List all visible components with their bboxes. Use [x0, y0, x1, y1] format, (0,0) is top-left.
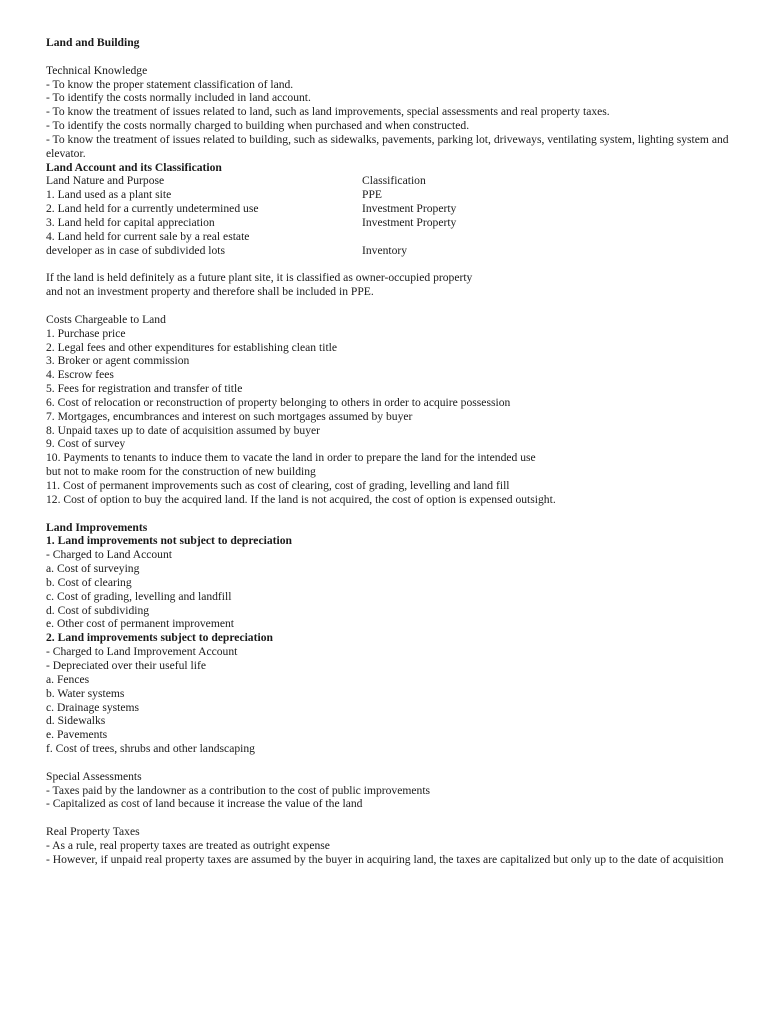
list-item: 1. Purchase price: [46, 326, 126, 340]
document-page: [46, 36, 736, 867]
list-item: - As a rule, real property taxes are treated as outright expense: [46, 838, 330, 852]
table-cell-purpose: 2. Land held for a currently undetermined use: [46, 202, 259, 216]
technical-knowledge-section: [46, 64, 736, 161]
list-item: e. Other cost of permanent improvement: [46, 617, 235, 631]
list-item: e. Pavements: [46, 728, 108, 742]
list-item: c. Drainage systems: [46, 700, 140, 714]
list-item: - However, if unpaid real property taxes are assumed by the buyer in acquiring land, the taxes are capitalized but only up to the date of acquisition: [46, 852, 724, 866]
spacer: [46, 756, 736, 770]
spacer: [46, 811, 736, 825]
special-assessments-section: [46, 770, 736, 812]
spacer: [46, 299, 736, 313]
list-item: - To know the treatment of issues related to building, such as sidewalks, pavements, parking lot, driveways, ventilating system, lighting system and elevator.: [46, 132, 729, 160]
list-item: 10. Payments to tenants to induce them to vacate the land in order to prepare the land for the intended use: [46, 451, 536, 465]
list-item: 8. Unpaid taxes up to date of acquisition assumed by buyer: [46, 423, 321, 437]
list-item: 5. Fees for registration and transfer of title: [46, 382, 243, 396]
list-item: - Depreciated over their useful life: [46, 658, 206, 672]
list-item: b. Water systems: [46, 686, 125, 700]
table-cell-classification: Inventory: [362, 243, 408, 257]
subsection-heading: 2. Land improvements subject to depreciation: [46, 631, 273, 645]
subsection-heading: 1. Land improvements not subject to depreciation: [46, 534, 292, 548]
list-item: 2. Legal fees and other expenditures for establishing clean title: [46, 340, 338, 354]
table-cell-classification: Investment Property: [362, 202, 457, 216]
list-item: 9. Cost of survey: [46, 437, 126, 451]
list-item: d. Cost of subdividing: [46, 603, 150, 617]
section-heading: Real Property Taxes: [46, 825, 140, 839]
list-item: 4. Escrow fees: [46, 368, 114, 382]
table-cell-purpose: developer as in case of subdivided lots: [46, 243, 226, 257]
list-item: b. Cost of clearing: [46, 575, 132, 589]
list-item: f. Cost of trees, shrubs and other landscaping: [46, 742, 255, 756]
column-header: Classification: [362, 174, 426, 188]
section-heading: Special Assessments: [46, 769, 142, 783]
list-item: - To know the treatment of issues related to land, such as land improvements, special assessments and real property taxes.: [46, 105, 610, 119]
table-cell-classification: PPE: [362, 188, 382, 202]
list-item: d. Sidewalks: [46, 714, 106, 728]
list-item: a. Fences: [46, 672, 90, 686]
paragraph-line: If the land is held definitely as a future plant site, it is classified as owner-occupied property: [46, 271, 473, 285]
list-item: - To identify the costs normally charged to building when purchased and when constructed.: [46, 119, 470, 133]
list-item: 6. Cost of relocation or reconstruction of property belonging to others in order to acquire possession: [46, 395, 511, 409]
land-account-section: [46, 161, 736, 299]
table-cell-classification: Investment Property: [362, 215, 457, 229]
list-item: a. Cost of surveying: [46, 562, 140, 576]
list-item: 7. Mortgages, encumbrances and interest on such mortgages assumed by buyer: [46, 409, 413, 423]
list-item: 11. Cost of permanent improvements such as cost of clearing, cost of grading, levelling and land fill: [46, 479, 510, 492]
column-header: Land Nature and Purpose: [46, 174, 165, 188]
list-item: 3. Broker or agent commission: [46, 354, 190, 368]
table-cell-purpose: 1. Land used as a plant site: [46, 188, 172, 202]
list-item: - To know the proper statement classification of land.: [46, 77, 294, 91]
spacer: [46, 50, 736, 64]
land-improvements-section: [46, 521, 736, 756]
list-item: - Capitalized as cost of land because it increase the value of the land: [46, 797, 363, 811]
paragraph-line: and not an investment property and therefore shall be included in PPE.: [46, 285, 374, 299]
list-item: but not to make room for the construction of new building: [46, 465, 316, 479]
table-cell-purpose: 4. Land held for current sale by a real estate: [46, 229, 250, 243]
section-heading: Land Improvements: [46, 520, 148, 534]
list-item: - Charged to Land Improvement Account: [46, 645, 238, 659]
list-item: c. Cost of grading, levelling and landfill: [46, 589, 232, 603]
list-item: - To identify the costs normally included in land account.: [46, 91, 311, 105]
list-item: - Taxes paid by the landowner as a contribution to the cost of public improvements: [46, 783, 431, 797]
table-cell-purpose: 3. Land held for capital appreciation: [46, 215, 215, 229]
spacer: [46, 507, 736, 521]
section-heading: Costs Chargeable to Land: [46, 312, 166, 326]
table-cell-classification: [362, 230, 736, 244]
spacer: [46, 258, 736, 272]
section-heading: Land Account and its Classification: [46, 160, 222, 174]
list-item: 12. Cost of option to buy the acquired land. If the land is not acquired, the cost of option is expensed outsight.: [46, 492, 556, 506]
section-heading: Technical Knowledge: [46, 63, 148, 77]
costs-chargeable-section: [46, 313, 736, 507]
list-item: - Charged to Land Account: [46, 548, 172, 562]
classification-table: [46, 174, 736, 257]
real-property-taxes-section: [46, 825, 736, 867]
document-title: Land and Building: [46, 36, 140, 49]
